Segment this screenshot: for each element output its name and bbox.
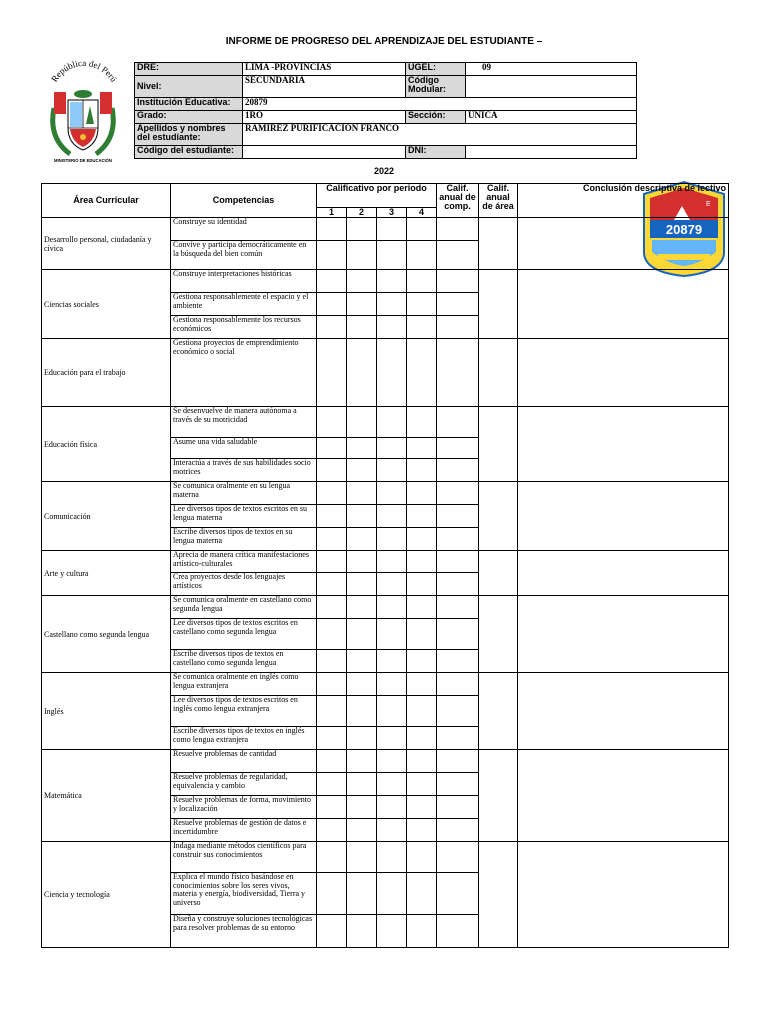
table-row (42, 596, 729, 619)
annual-competency-grade-cell[interactable] (437, 293, 479, 316)
area-name: Educación física (42, 407, 171, 482)
period-3-grade-cell[interactable] (377, 241, 407, 270)
table-row (42, 750, 729, 773)
table-row (42, 551, 729, 573)
col-area-header: Área Curricular (42, 184, 171, 218)
period-4-grade-cell[interactable] (407, 241, 437, 270)
annual-competency-grade-cell[interactable] (437, 528, 479, 551)
competencia-name: Resuelve problemas de gestión de datos e incertidumbre (171, 819, 317, 842)
period-2-grade-cell[interactable] (347, 218, 377, 241)
competencia-name: Indaga mediante métodos científicos para construir sus conocimientos (171, 842, 317, 873)
col-calificativo-header: Calificativo por periodo (317, 184, 437, 208)
period-3-grade-cell[interactable] (377, 218, 407, 241)
area-name: Ciencia y tecnología (42, 842, 171, 948)
annual-competency-grade-cell[interactable] (437, 750, 479, 773)
annual-competency-grade-cell[interactable] (437, 573, 479, 596)
nivel-label: Nivel: (135, 76, 243, 98)
annual-competency-grade-cell[interactable] (437, 673, 479, 696)
period-2-grade-cell[interactable] (347, 873, 377, 915)
seccion-value: UNICA (466, 111, 637, 124)
period-1-header: 1 (317, 208, 347, 218)
period-2-grade-cell[interactable] (347, 596, 377, 619)
codigo-estudiante-label: Código del estudiante: (135, 146, 243, 159)
period-1-grade-cell[interactable] (317, 727, 347, 750)
period-3-grade-cell[interactable] (377, 573, 407, 596)
period-4-grade-cell[interactable] (407, 915, 437, 948)
period-4-grade-cell[interactable] (407, 596, 437, 619)
ugel-value: 09 (466, 63, 637, 76)
competencia-name: Se comunica oralmente en castellano como segunda lengua (171, 596, 317, 619)
period-3-grade-cell[interactable] (377, 270, 407, 293)
competencia-name: Escribe diversos tipos de textos en castellano como segunda lengua (171, 650, 317, 673)
period-3-grade-cell[interactable] (377, 819, 407, 842)
table-row (42, 270, 729, 293)
table-row (42, 842, 729, 873)
conclusion-cell[interactable] (518, 339, 729, 407)
area-name: Inglés (42, 673, 171, 750)
codigo-estudiante-value (243, 146, 406, 159)
period-1-grade-cell[interactable] (317, 407, 347, 438)
period-1-grade-cell[interactable] (317, 482, 347, 505)
apellidos-value: RAMIREZ PURIFICACION FRANCO (243, 124, 637, 146)
competencia-name: Se desenvuelve de manera autónoma a través de su motricidad (171, 407, 317, 438)
competencia-name: Aprecia de manera crítica manifestaciones artístico-culturales (171, 551, 317, 573)
annual-competency-grade-cell[interactable] (437, 915, 479, 948)
competencia-name: Explica el mundo físico basándose en conocimientos sobre los seres vivos, materia y energía, biodiversidad, Tierra y universo (171, 873, 317, 915)
period-4-grade-cell[interactable] (407, 673, 437, 696)
nivel-value: SECUNDARIA (243, 76, 406, 98)
period-1-grade-cell[interactable] (317, 316, 347, 339)
period-2-grade-cell[interactable] (347, 819, 377, 842)
period-4-grade-cell[interactable] (407, 619, 437, 650)
period-1-grade-cell[interactable] (317, 505, 347, 528)
period-1-grade-cell[interactable] (317, 293, 347, 316)
annual-competency-grade-cell[interactable] (437, 551, 479, 573)
ugel-label: UGEL: (406, 63, 466, 76)
competencia-name: Construye su identidad (171, 218, 317, 241)
annual-competency-grade-cell[interactable] (437, 407, 479, 438)
school-year: 2022 (373, 166, 395, 176)
annual-competency-grade-cell[interactable] (437, 316, 479, 339)
annual-competency-grade-cell[interactable] (437, 438, 479, 459)
competencia-name: Convive y participa democráticamente en la búsqueda del bien común (171, 241, 317, 270)
report-title: INFORME DE PROGRESO DEL APRENDIZAJE DEL ESTUDIANTE – (225, 36, 543, 47)
period-2-grade-cell[interactable] (347, 551, 377, 573)
period-3-grade-cell[interactable] (377, 482, 407, 505)
period-3-grade-cell[interactable] (377, 551, 407, 573)
annual-competency-grade-cell[interactable] (437, 619, 479, 650)
period-3-grade-cell[interactable] (377, 528, 407, 551)
competencia-name: Se comunica oralmente en su lengua materna (171, 482, 317, 505)
period-1-grade-cell[interactable] (317, 270, 347, 293)
annual-competency-grade-cell[interactable] (437, 727, 479, 750)
competencia-name: Escribe diversos tipos de textos en su lengua materna (171, 528, 317, 551)
competencia-name: Asume una vida saludable (171, 438, 317, 459)
competencia-name: Lee diversos tipos de textos escritos en inglés como lengua extranjera (171, 696, 317, 727)
period-4-grade-cell[interactable] (407, 842, 437, 873)
period-4-grade-cell[interactable] (407, 528, 437, 551)
period-2-grade-cell[interactable] (347, 407, 377, 438)
annual-competency-grade-cell[interactable] (437, 596, 479, 619)
table-row (42, 482, 729, 505)
period-2-grade-cell[interactable] (347, 459, 377, 482)
annual-area-grade-cell[interactable] (479, 596, 518, 673)
conclusion-cell[interactable] (518, 750, 729, 842)
period-2-grade-cell[interactable] (347, 482, 377, 505)
period-2-grade-cell[interactable] (347, 750, 377, 773)
conclusion-cell[interactable] (518, 551, 729, 596)
competencia-name: Se comunica oralmente en inglés como lengua extranjera (171, 673, 317, 696)
annual-area-grade-cell[interactable] (479, 270, 518, 339)
period-2-grade-cell[interactable] (347, 619, 377, 650)
school-number: 20879 (665, 222, 703, 237)
svg-text:E: E (706, 201, 711, 208)
period-1-grade-cell[interactable] (317, 596, 347, 619)
competencia-name: Gestiona responsablemente los recursos económicos (171, 316, 317, 339)
period-3-grade-cell[interactable] (377, 750, 407, 773)
annual-competency-grade-cell[interactable] (437, 696, 479, 727)
period-1-grade-cell[interactable] (317, 773, 347, 796)
annual-area-grade-cell[interactable] (479, 842, 518, 948)
annual-competency-grade-cell[interactable] (437, 650, 479, 673)
annual-competency-grade-cell[interactable] (437, 505, 479, 528)
period-4-grade-cell[interactable] (407, 482, 437, 505)
period-4-grade-cell[interactable] (407, 773, 437, 796)
period-2-grade-cell[interactable] (347, 293, 377, 316)
period-1-grade-cell[interactable] (317, 819, 347, 842)
period-3-grade-cell[interactable] (377, 796, 407, 819)
period-4-grade-cell[interactable] (407, 819, 437, 842)
seccion-label: Sección: (406, 111, 466, 124)
conclusion-cell[interactable] (518, 270, 729, 339)
annual-area-grade-cell[interactable] (479, 750, 518, 842)
period-2-grade-cell[interactable] (347, 316, 377, 339)
annual-competency-grade-cell[interactable] (437, 819, 479, 842)
period-3-grade-cell[interactable] (377, 459, 407, 482)
annual-competency-grade-cell[interactable] (437, 241, 479, 270)
competencia-name: Escribe diversos tipos de textos en inglés como lengua extranjera (171, 727, 317, 750)
period-2-grade-cell[interactable] (347, 505, 377, 528)
period-3-grade-cell[interactable] (377, 915, 407, 948)
period-2-grade-cell[interactable] (347, 241, 377, 270)
area-name: Ciencias sociales (42, 270, 171, 339)
dni-value (466, 146, 637, 159)
period-4-grade-cell[interactable] (407, 727, 437, 750)
col-calif-area-header: Calif. anual de área (479, 184, 518, 218)
competencia-name: Resuelve problemas de regularidad, equivalencia y cambio (171, 773, 317, 796)
annual-area-grade-cell[interactable] (479, 407, 518, 482)
period-4-grade-cell[interactable] (407, 573, 437, 596)
annual-area-grade-cell[interactable] (479, 339, 518, 407)
period-2-grade-cell[interactable] (347, 673, 377, 696)
annual-competency-grade-cell[interactable] (437, 339, 479, 407)
area-name: Arte y cultura (42, 551, 171, 596)
table-row (42, 218, 729, 241)
area-name: Desarrollo personal, ciudadanía y cívica (42, 218, 171, 270)
student-info-table (134, 62, 637, 159)
competencia-name: Lee diversos tipos de textos escritos en su lengua materna (171, 505, 317, 528)
period-1-grade-cell[interactable] (317, 750, 347, 773)
period-1-grade-cell[interactable] (317, 842, 347, 873)
table-row (42, 407, 729, 438)
period-2-grade-cell[interactable] (347, 270, 377, 293)
period-2-grade-cell[interactable] (347, 650, 377, 673)
period-2-grade-cell[interactable] (347, 796, 377, 819)
area-name: Comunicación (42, 482, 171, 551)
period-3-grade-cell[interactable] (377, 842, 407, 873)
competencia-name: Resuelve problemas de forma, movimiento y localización (171, 796, 317, 819)
period-3-header: 3 (377, 208, 407, 218)
period-2-grade-cell[interactable] (347, 915, 377, 948)
dni-label: DNI: (406, 146, 466, 159)
competencia-name: Lee diversos tipos de textos escritos en castellano como segunda lengua (171, 619, 317, 650)
period-1-grade-cell[interactable] (317, 619, 347, 650)
period-3-grade-cell[interactable] (377, 438, 407, 459)
period-1-grade-cell[interactable] (317, 218, 347, 241)
period-4-grade-cell[interactable] (407, 551, 437, 573)
table-row (42, 339, 729, 407)
period-1-grade-cell[interactable] (317, 241, 347, 270)
period-4-grade-cell[interactable] (407, 293, 437, 316)
annual-area-grade-cell[interactable] (479, 482, 518, 551)
period-3-grade-cell[interactable] (377, 316, 407, 339)
period-3-grade-cell[interactable] (377, 650, 407, 673)
period-4-header: 4 (407, 208, 437, 218)
competencia-name: Interactúa a través de sus habilidades socio motrices (171, 459, 317, 482)
codigo-modular-value (466, 76, 637, 98)
period-4-grade-cell[interactable] (407, 218, 437, 241)
annual-competency-grade-cell[interactable] (437, 773, 479, 796)
period-1-grade-cell[interactable] (317, 796, 347, 819)
conclusion-cell[interactable] (518, 842, 729, 948)
period-3-grade-cell[interactable] (377, 773, 407, 796)
competencia-name: Crea proyectos desde los lenguajes artísticos (171, 573, 317, 596)
conclusion-cell[interactable] (518, 596, 729, 673)
period-2-grade-cell[interactable] (347, 773, 377, 796)
conclusion-cell[interactable] (518, 673, 729, 750)
annual-competency-grade-cell[interactable] (437, 218, 479, 241)
annual-area-grade-cell[interactable] (479, 673, 518, 750)
institucion-label: Institución Educativa: (135, 98, 243, 111)
grado-label: Grado: (135, 111, 243, 124)
period-3-grade-cell[interactable] (377, 505, 407, 528)
period-4-grade-cell[interactable] (407, 459, 437, 482)
period-3-grade-cell[interactable] (377, 696, 407, 727)
period-4-grade-cell[interactable] (407, 339, 437, 407)
col-calif-comp-header: Calif. anual de comp. (437, 184, 479, 218)
period-3-grade-cell[interactable] (377, 727, 407, 750)
conclusion-cell[interactable] (518, 407, 729, 482)
period-2-header: 2 (347, 208, 377, 218)
annual-area-grade-cell[interactable] (479, 551, 518, 596)
codigo-modular-label: Código Modular: (406, 76, 466, 98)
dre-label: DRE: (135, 63, 243, 76)
period-3-grade-cell[interactable] (377, 673, 407, 696)
period-3-grade-cell[interactable] (377, 293, 407, 316)
period-2-grade-cell[interactable] (347, 727, 377, 750)
logo-caption: MINISTERIO DE EDUCACIÓN (54, 158, 112, 163)
conclusion-cell[interactable] (518, 218, 729, 270)
period-4-grade-cell[interactable] (407, 270, 437, 293)
annual-competency-grade-cell[interactable] (437, 873, 479, 915)
period-2-grade-cell[interactable] (347, 438, 377, 459)
period-1-grade-cell[interactable] (317, 573, 347, 596)
annual-competency-grade-cell[interactable] (437, 842, 479, 873)
grades-table (41, 183, 729, 948)
period-2-grade-cell[interactable] (347, 842, 377, 873)
logo-text-republica: República del Perú (49, 58, 119, 84)
annual-area-grade-cell[interactable] (479, 218, 518, 270)
competencia-name: Gestiona responsablemente el espacio y el ambiente (171, 293, 317, 316)
competencia-name: Construye interpretaciones históricas (171, 270, 317, 293)
period-4-grade-cell[interactable] (407, 316, 437, 339)
competencia-name: Resuelve problemas de cantidad (171, 750, 317, 773)
area-name: Matemática (42, 750, 171, 842)
period-1-grade-cell[interactable] (317, 339, 347, 407)
period-1-grade-cell[interactable] (317, 650, 347, 673)
period-4-grade-cell[interactable] (407, 438, 437, 459)
period-4-grade-cell[interactable] (407, 750, 437, 773)
table-row (42, 673, 729, 696)
annual-competency-grade-cell[interactable] (437, 459, 479, 482)
period-1-grade-cell[interactable] (317, 673, 347, 696)
peru-coat-of-arms-logo (40, 58, 126, 168)
period-4-grade-cell[interactable] (407, 696, 437, 727)
grado-value: 1RO (243, 111, 406, 124)
period-1-grade-cell[interactable] (317, 696, 347, 727)
area-name: Castellano como segunda lengua (42, 596, 171, 673)
period-2-grade-cell[interactable] (347, 696, 377, 727)
period-4-grade-cell[interactable] (407, 873, 437, 915)
period-3-grade-cell[interactable] (377, 407, 407, 438)
col-competencias-header: Competencias (171, 184, 317, 218)
period-1-grade-cell[interactable] (317, 459, 347, 482)
period-1-grade-cell[interactable] (317, 915, 347, 948)
competencia-name: Diseña y construye soluciones tecnológicas para resolver problemas de su entorno (171, 915, 317, 948)
period-3-grade-cell[interactable] (377, 596, 407, 619)
period-1-grade-cell[interactable] (317, 551, 347, 573)
period-4-grade-cell[interactable] (407, 650, 437, 673)
period-2-grade-cell[interactable] (347, 528, 377, 551)
area-name: Educación para el trabajo (42, 339, 171, 407)
period-2-grade-cell[interactable] (347, 339, 377, 407)
annual-competency-grade-cell[interactable] (437, 796, 479, 819)
period-1-grade-cell[interactable] (317, 528, 347, 551)
dre-value: LIMA -PROVINCIAS (243, 63, 406, 76)
period-3-grade-cell[interactable] (377, 339, 407, 407)
period-3-grade-cell[interactable] (377, 873, 407, 915)
annual-competency-grade-cell[interactable] (437, 482, 479, 505)
conclusion-cell[interactable] (518, 482, 729, 551)
annual-competency-grade-cell[interactable] (437, 270, 479, 293)
period-1-grade-cell[interactable] (317, 873, 347, 915)
period-3-grade-cell[interactable] (377, 619, 407, 650)
competencia-name: Gestiona proyectos de emprendimiento económico o social (171, 339, 317, 407)
period-4-grade-cell[interactable] (407, 796, 437, 819)
period-2-grade-cell[interactable] (347, 573, 377, 596)
svg-text:República del Perú (49, 58, 119, 84)
period-4-grade-cell[interactable] (407, 505, 437, 528)
apellidos-label: Apellidos y nombres del estudiante: (135, 124, 243, 146)
institucion-value: 20879 (243, 98, 637, 111)
col-conclusion-header: Conclusión descriptiva de lectivo (518, 184, 729, 218)
period-1-grade-cell[interactable] (317, 438, 347, 459)
period-4-grade-cell[interactable] (407, 407, 437, 438)
